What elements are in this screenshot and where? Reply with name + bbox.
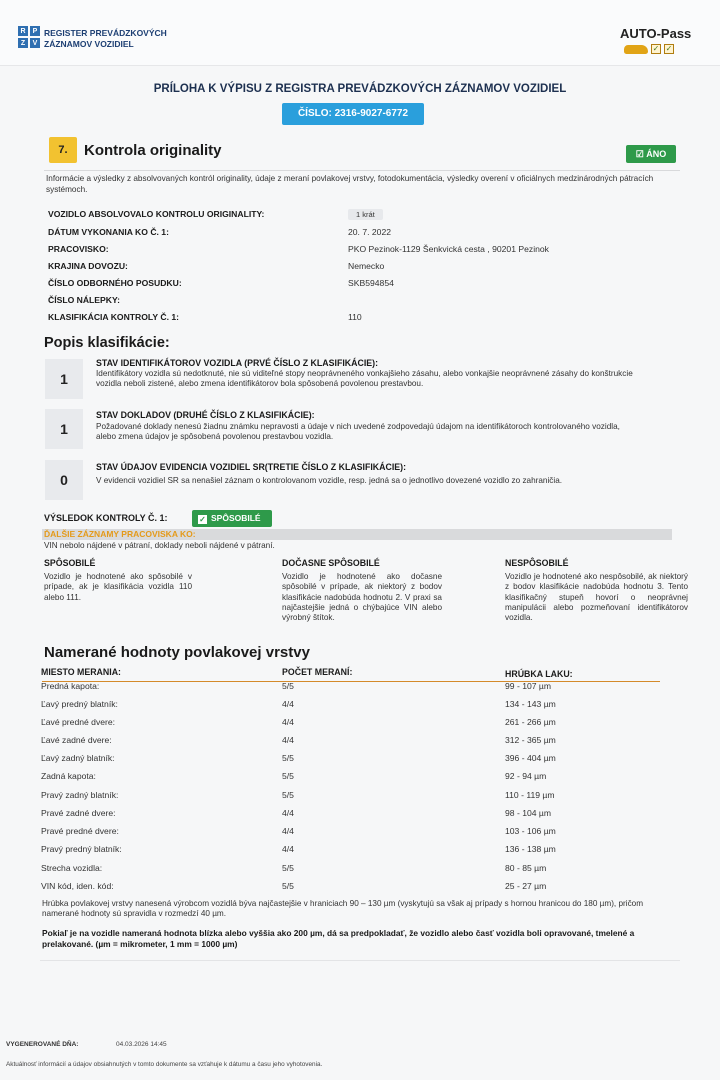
document-number: ČÍSLO: 2316-9027-6772 xyxy=(282,103,424,125)
result-label: VÝSLEDOK KONTROLY Č. 1: xyxy=(44,513,168,523)
notes-text: VIN nebolo nájdené v pátraní, doklady neboli nájdené v pátraní. xyxy=(44,541,275,550)
info-key: DÁTUM VYKONANIA KO Č. 1: xyxy=(48,227,169,237)
measure-warning: Pokiaľ je na vozidle nameraná hodnota blízka alebo vyššia ako 200 µm, dá sa predpokladať, že vozidlo alebo časť vozidla boli opravované, tmelené a prelakované. (µm = mikrometer, 1 mm = 1000 µm) xyxy=(42,928,635,949)
location-cell: Pravé predné dvere: xyxy=(41,826,119,836)
thickness-cell: 98 - 104 µm xyxy=(505,808,552,818)
table-row xyxy=(0,863,720,879)
table-row xyxy=(0,753,720,769)
count-cell: 5/5 xyxy=(282,790,294,800)
thickness-cell: 396 - 404 µm xyxy=(505,753,556,763)
thickness-cell: 134 - 143 µm xyxy=(505,699,556,709)
table-row xyxy=(0,681,720,697)
notes-title: ĎALŠIE ZÁZNAMY PRACOVISKA KO: xyxy=(44,529,196,539)
column-text: Vozidlo je hodnotené ako nespôsobilé, ak niektorý z bodov klasifikácie nadobúda hodnotu 3. Tento klasifikačný stupeň hovorí o neoprávnej manipulácii alebo pozmeňovaní identifikátorov vozidla. xyxy=(505,572,688,623)
location-cell: Ľavý zadný blatník: xyxy=(41,753,115,763)
result-badge xyxy=(192,510,272,527)
count-cell: 5/5 xyxy=(282,771,294,781)
location-cell: Pravý predný blatník: xyxy=(41,844,122,854)
table-row xyxy=(0,881,720,897)
info-row xyxy=(48,244,668,260)
column-title: DOČASNE SPÔSOBILÉ xyxy=(282,558,380,568)
info-value: Nemecko xyxy=(348,261,385,271)
column-title: SPÔSOBILÉ xyxy=(44,558,96,568)
classification-text: Identifikátory vozidla sú nedotknuté, nie sú viditeľné stopy neoprávneného vonkajšieho zásahu, alebo vonkajšie neoprávnené zásahy do konštrukcie vozidla neboli zistené, alebo zmena identifikátorov bola spôsobená povolenou prestavbou. xyxy=(96,369,633,388)
status-badge-label: ÁNO xyxy=(646,149,667,159)
logo-line1: REGISTER PREVÁDZKOVÝCH xyxy=(44,28,167,38)
section-title: Kontrola originality xyxy=(84,142,222,159)
count-cell: 5/5 xyxy=(282,863,294,873)
count-cell: 4/4 xyxy=(282,699,294,709)
info-value: PKO Pezinok-1129 Šenkvická cesta , 90201 Pezinok xyxy=(348,244,549,254)
table-row xyxy=(0,844,720,860)
result-badge-label: SPÔSOBILÉ xyxy=(211,513,261,523)
thickness-cell: 136 - 138 µm xyxy=(505,844,556,854)
table-header: HRÚBKA LAKU: xyxy=(505,669,573,679)
classification-title: STAV IDENTIFIKÁTOROV VOZIDLA (PRVÉ ČÍSLO Z KLASIFIKÁCIE): xyxy=(96,358,378,368)
info-row xyxy=(48,227,668,243)
location-cell: Ľavé predné dvere: xyxy=(41,717,116,727)
classification-value: 1 xyxy=(45,409,83,449)
location-cell: Pravý zadný blatník: xyxy=(41,790,119,800)
check-icon: ✓ xyxy=(199,515,206,524)
info-key: ČÍSLO ODBORNÉHO POSUDKU: xyxy=(48,278,182,288)
classification-title: STAV DOKLADOV (DRUHÉ ČÍSLO Z KLASIFIKÁCIE): xyxy=(96,410,315,420)
measure-heading: Namerané hodnoty povlakovej vrstvy xyxy=(44,644,310,661)
count-cell: 5/5 xyxy=(282,753,294,763)
logo-letter: Z xyxy=(18,38,28,48)
logo-text xyxy=(44,28,167,50)
location-cell: VIN kód, iden. kód: xyxy=(41,881,114,891)
generated-value: 04.03.2026 14:45 xyxy=(116,1041,167,1048)
column-text: Vozidlo je hodnotené ako dočasne spôsobilé v prípade, ak niektorý z bodov klasifikácie nadobúda hodnotu 2. V praxi sa najčastejšie jedná o chýbajúce VIN alebo výrobný štítok. xyxy=(282,572,442,623)
location-cell: Strecha vozidla: xyxy=(41,863,103,873)
classification-title: STAV ÚDAJOV EVIDENCIA VOZIDIEL SR(TRETIE ČÍSLO Z KLASIFIKÁCIE): xyxy=(96,462,407,472)
table-row xyxy=(0,808,720,824)
count-cell: 4/4 xyxy=(282,717,294,727)
table-header: MIESTO MERANIA: xyxy=(41,667,121,677)
table-row xyxy=(0,699,720,715)
location-cell: Zadná kapota: xyxy=(41,771,96,781)
info-row xyxy=(48,295,668,311)
classification-text: Požadované doklady nenesú žiadnu známku nepravosti a údaje v nich uvedené zodpovedajú údajom na identifikátoroch kontrolovaného vozidla, alebo zmena údajov je spôsobená povolenou prestavbou vozidla. xyxy=(96,422,620,441)
divider xyxy=(40,960,680,961)
rpzv-logo-icon xyxy=(18,26,40,48)
thickness-cell: 312 - 365 µm xyxy=(505,735,556,745)
count-cell: 5/5 xyxy=(282,681,294,691)
info-key: VOZIDLO ABSOLVOVALO KONTROLU ORIGINALITY: xyxy=(48,209,265,219)
checkbox-icon: ✓ xyxy=(652,44,660,53)
section-intro: Informácie a výsledky z absolvovaných kontról originality, údaje z meraní povlakovej vrstvy, fotodokumentácia, výsledky overení v oficiálnych medzinárodných pátracích systémoch. xyxy=(46,174,654,194)
classification-value: 1 xyxy=(45,359,83,399)
classification-value: 0 xyxy=(45,460,83,500)
classification-text: V evidencii vozidiel SR sa nenašiel záznam o kontrolovanom vozidle, resp. jedná sa o jednotlivo dovezené vozidlo zo zahraničia. xyxy=(96,476,563,485)
table-row xyxy=(0,717,720,733)
count-cell: 4/4 xyxy=(282,844,294,854)
info-value: 1 krát xyxy=(348,209,383,220)
info-key: PRACOVISKO: xyxy=(48,244,109,254)
table-row xyxy=(0,771,720,787)
thickness-cell: 261 - 266 µm xyxy=(505,717,556,727)
info-value: SKB594854 xyxy=(348,278,394,288)
count-cell: 4/4 xyxy=(282,826,294,836)
status-badge xyxy=(626,145,676,163)
info-row xyxy=(48,261,668,277)
info-key: ČÍSLO NÁLEPKY: xyxy=(48,295,120,305)
table-row xyxy=(0,826,720,842)
thickness-cell: 80 - 85 µm xyxy=(505,863,547,873)
logo-letter: P xyxy=(30,26,40,36)
car-icon xyxy=(624,45,648,54)
info-row xyxy=(48,209,668,225)
thickness-cell: 99 - 107 µm xyxy=(505,681,552,691)
info-value: 110 xyxy=(348,312,362,322)
column-text: Vozidlo je hodnotené ako spôsobilé v prípade, ak je klasifikácia vozidla 110 alebo 111. xyxy=(44,572,192,602)
location-cell: Ľavé zadné dvere: xyxy=(41,735,112,745)
thickness-cell: 103 - 106 µm xyxy=(505,826,556,836)
info-key: KLASIFIKÁCIA KONTROLY Č. 1: xyxy=(48,312,179,322)
count-cell: 4/4 xyxy=(282,808,294,818)
count-cell: 4/4 xyxy=(282,735,294,745)
generated-label: VYGENEROVANÉ DŇA: xyxy=(6,1041,79,1048)
popis-heading: Popis klasifikácie: xyxy=(44,335,170,351)
measure-note: Hrúbka povlakovej vrstvy nanesená výrobcom vozidlá býva najčastejšie v hraniciach 90 – 130 µm (vyskytujú sa však aj prípady s hornou hranicou do 180 µm), pričom namerané hodnoty sú spravidla v rozmedzí 40 µm. xyxy=(42,899,644,919)
logo-line2: ZÁZNAMOV VOZIDIEL xyxy=(44,39,134,49)
thickness-cell: 92 - 94 µm xyxy=(505,771,547,781)
table-row xyxy=(0,735,720,751)
autopass-logo: AUTO-Pass xyxy=(620,26,692,41)
autopass-icons xyxy=(624,44,674,54)
footer-notice: Aktuálnosť informácií a údajov obsiahnutých v tomto dokumente sa vzťahuje k dátumu a času jeho vyhotovenia. xyxy=(6,1061,323,1068)
check-icon: ☑ xyxy=(635,149,647,159)
info-row xyxy=(48,278,668,294)
info-key: KRAJINA DOVOZU: xyxy=(48,261,128,271)
thickness-cell: 110 - 119 µm xyxy=(505,790,555,800)
location-cell: Predná kapota: xyxy=(41,681,100,691)
count-cell: 5/5 xyxy=(282,881,294,891)
location-cell: Ľavý predný blatník: xyxy=(41,699,118,709)
divider xyxy=(44,170,680,171)
column-title: NESPÔSOBILÉ xyxy=(505,558,569,568)
table-row xyxy=(0,790,720,806)
logo-letter: V xyxy=(30,38,40,48)
checkbox-icon: ✓ xyxy=(665,44,673,53)
logo-letter: R xyxy=(18,26,28,36)
section-number: 7. xyxy=(49,137,77,163)
document-title: PRÍLOHA K VÝPISU Z REGISTRA PREVÁDZKOVÝCH ZÁZNAMOV VOZIDIEL xyxy=(153,83,567,95)
header xyxy=(0,0,720,66)
info-row xyxy=(48,312,668,328)
table-header: POČET MERANÍ: xyxy=(282,667,353,677)
location-cell: Pravé zadné dvere: xyxy=(41,808,116,818)
info-value: 20. 7. 2022 xyxy=(348,227,392,237)
thickness-cell: 25 - 27 µm xyxy=(505,881,547,891)
